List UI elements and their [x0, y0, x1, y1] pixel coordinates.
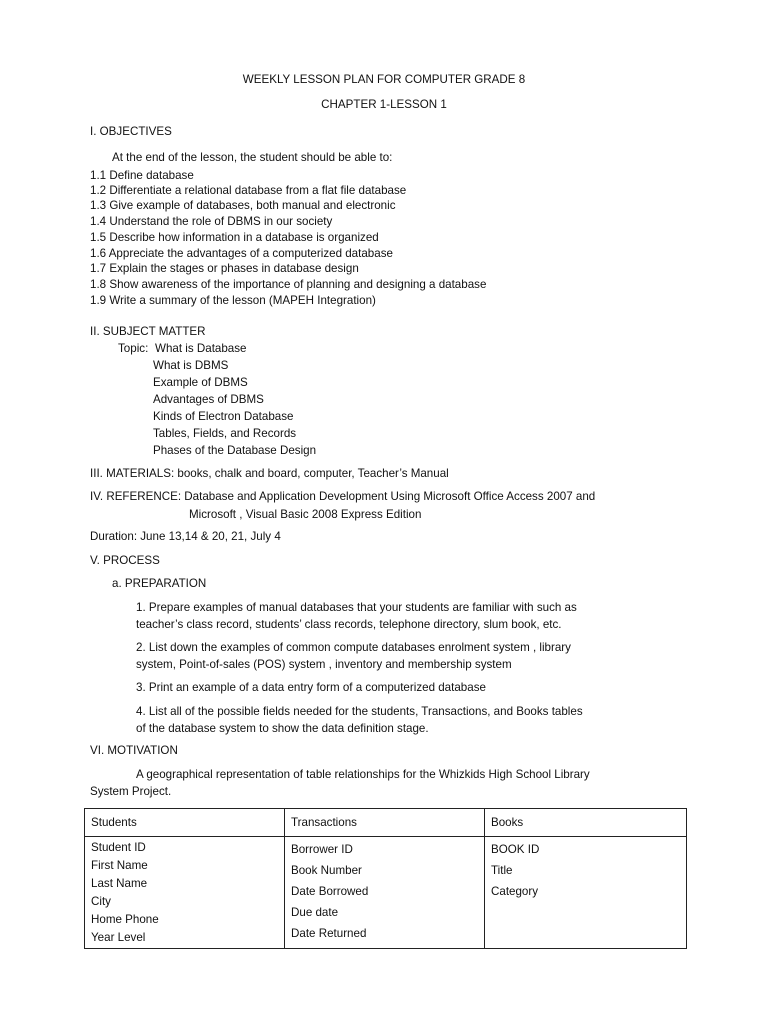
books-fields-cell [485, 837, 687, 949]
objective-item: 1.8 Show awareness of the importance of planning and designing a database [90, 278, 487, 291]
objective-item: 1.9 Write a summary of the lesson (MAPEH Integration) [90, 294, 376, 307]
preparation-step: 2. List down the examples of common compute databases enrolment system , library [136, 641, 571, 654]
reference-line: IV. REFERENCE: Database and Application Development Using Microsoft Office Access 2007 and [90, 490, 596, 503]
books-field: Category [491, 885, 539, 898]
books-field: BOOK ID [491, 843, 540, 856]
topic-label: Topic: [118, 342, 149, 355]
motivation-text: System Project. [90, 785, 172, 798]
preparation-step: teacher’s class record, students’ class records, telephone directory, slum book, etc. [136, 618, 562, 631]
students-field: Student ID [91, 841, 146, 854]
students-field: First Name [91, 859, 148, 872]
table-header-transactions: Transactions [291, 816, 357, 829]
preparation-step: 1. Prepare examples of manual databases that your students are familiar with such as [136, 601, 577, 614]
table-header-students: Students [91, 816, 137, 829]
duration-line: Duration: June 13,14 & 20, 21, July 4 [90, 530, 281, 543]
transactions-field: Date Borrowed [291, 885, 369, 898]
transactions-field: Due date [291, 906, 339, 919]
table-header-cell [485, 809, 687, 837]
transactions-fields-cell [285, 837, 485, 949]
library-tables [84, 808, 687, 949]
topic-item: What is DBMS [153, 359, 229, 372]
motivation-heading: VI. MOTIVATION [90, 744, 178, 757]
students-fields-cell [85, 837, 285, 949]
topic-item: Kinds of Electron Database [153, 410, 294, 423]
objective-item: 1.7 Explain the stages or phases in database design [90, 262, 359, 275]
students-field: Year Level [91, 931, 146, 944]
table-header-cell [285, 809, 485, 837]
students-field: Home Phone [91, 913, 159, 926]
topic-item: What is Database [155, 342, 247, 355]
objective-item: 1.1 Define database [90, 169, 194, 182]
materials-line: III. MATERIALS: books, chalk and board, computer, Teacher’s Manual [90, 467, 449, 480]
books-field: Title [491, 864, 513, 877]
transactions-field: Date Returned [291, 927, 367, 940]
transactions-field: Book Number [291, 864, 362, 877]
preparation-step: system, Point-of-sales (POS) system , inventory and membership system [136, 658, 512, 671]
process-heading: V. PROCESS [90, 554, 160, 567]
students-field: City [91, 895, 111, 908]
document-title: WEEKLY LESSON PLAN FOR COMPUTER GRADE 8 [242, 73, 526, 86]
table-header-books: Books [491, 816, 524, 829]
objective-item: 1.3 Give example of databases, both manual and electronic [90, 199, 396, 212]
subject-matter-heading: II. SUBJECT MATTER [90, 325, 206, 338]
topic-item: Tables, Fields, and Records [153, 427, 297, 440]
topic-item: Example of DBMS [153, 376, 248, 389]
objectives-heading: I. OBJECTIVES [90, 125, 172, 138]
objective-item: 1.5 Describe how information in a database is organized [90, 231, 379, 244]
objectives-intro: At the end of the lesson, the student should be able to: [112, 151, 393, 164]
objective-item: 1.2 Differentiate a relational database from a flat file database [90, 184, 407, 197]
table-header-cell [85, 809, 285, 837]
topic-item: Advantages of DBMS [153, 393, 264, 406]
document-subtitle: CHAPTER 1-LESSON 1 [321, 98, 447, 111]
objective-item: 1.4 Understand the role of DBMS in our society [90, 215, 333, 228]
objective-item: 1.6 Appreciate the advantages of a computerized database [90, 247, 393, 260]
preparation-step: of the database system to show the data definition stage. [136, 722, 429, 735]
preparation-step: 4. List all of the possible fields needed for the students, Transactions, and Books tables [136, 705, 583, 718]
students-field: Last Name [91, 877, 148, 890]
preparation-heading: a. PREPARATION [112, 577, 207, 590]
motivation-text: A geographical representation of table relationships for the Whizkids High School Library [136, 768, 590, 781]
transactions-field: Borrower ID [291, 843, 353, 856]
reference-line: Microsoft , Visual Basic 2008 Express Edition [189, 508, 422, 521]
topic-item: Phases of the Database Design [153, 444, 317, 457]
preparation-step: 3. Print an example of a data entry form of a computerized database [136, 681, 486, 694]
